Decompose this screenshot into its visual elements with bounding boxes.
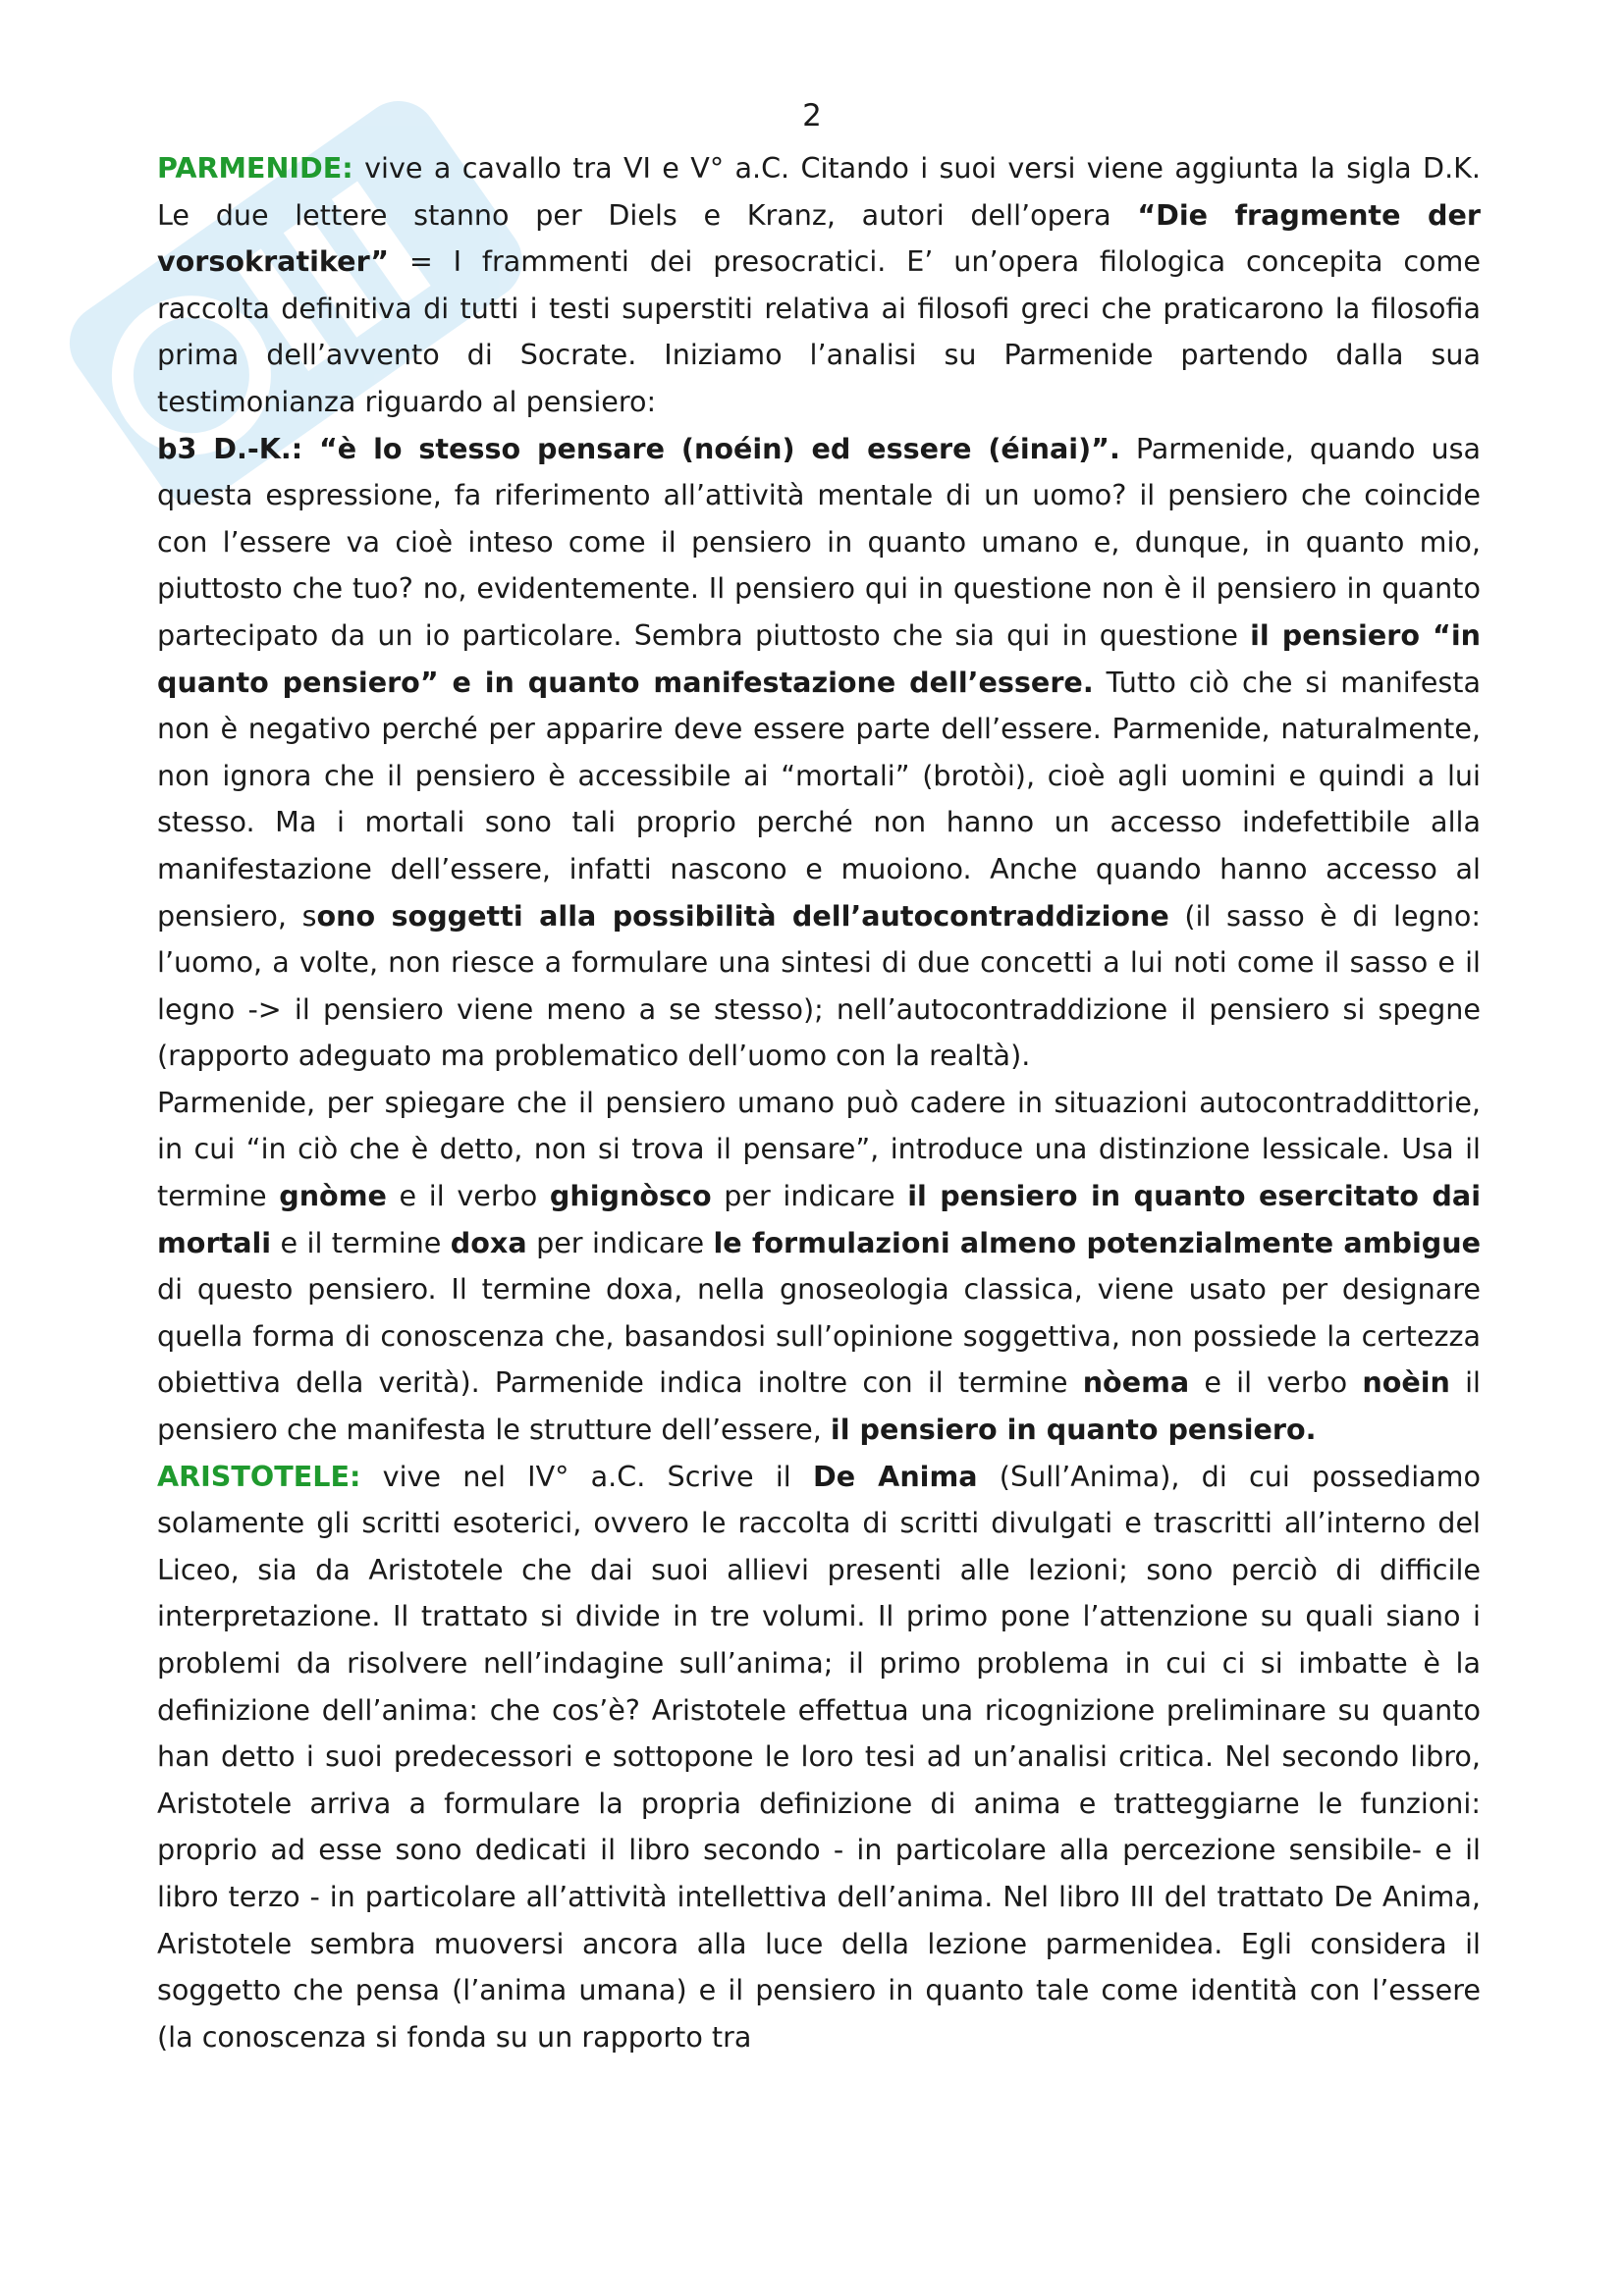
bold-text: De Anima xyxy=(812,1459,978,1493)
text: (Sull’Anima), di cui possediamo solamente gli scritti esoterici, ovvero le raccolta di scritti divulgati e trascritti all’interno del Liceo, sia da Aristotele che dai suoi allievi presenti alle lezioni; sono perciò di difficile interpretazione. Il trattato si divide in tre volumi. Il primo pone l’attenzione su quali siano i problemi da risolvere nell’indagine sull’anima; il primo problema in cui ci si imbatte è la definizione dell’anima: che cos’è? Aristotele effettua una ricognizione preliminare su quanto han detto i suoi predecessori e sottopone le loro tesi ad un’analisi critica. Nel secondo libro, Aristotele arriva a formulare la propria definizione di anima e tratteggiarne le funzioni: proprio ad esse sono dedicati il libro secondo - in particolare alla percezione sensibile- e il libro terzo - in particolare all’attività intellettiva dell’anima. Nel libro III del trattato De Anima, Aristotele sembra muoversi ancora alla luce della lezione parmenidea. Egli considera il soggetto che pensa (l’anima umana) e il pensiero in quanto tale come identità con l’essere (la conoscenza si fonda su un rapporto tra xyxy=(157,1459,1482,2054)
bold-text: “Die fragmente der vorsokratiker” xyxy=(157,197,1481,279)
text: Parmenide, per spiegare che il pensiero umano può cadere in situazioni autocontraddittorie, in cui “in ciò che è detto, non si trova il pensare”, introduce una distinzione lessicale. Usa il termine xyxy=(157,1085,1481,1213)
text: il pensiero che manifesta le strutture dell’essere, xyxy=(157,1365,1481,1447)
heading-parmenide: PARMENIDE: xyxy=(157,151,353,185)
text: per indicare xyxy=(526,1225,714,1259)
bold-text: b3 D.-K.: “è lo stesso pensare (noéin) ed essere (éinai)”. xyxy=(157,431,1120,465)
paragraph-b3 xyxy=(157,426,1481,1080)
text: Parmenide, quando usa questa espressione, fa riferimento all’attività mentale di un uomo? il pensiero che coincide con l’essere va cioè inteso come il pensiero in quanto umano e, dunque, in quanto mio, piuttosto che tuo? no, evidentemente. Il pensiero qui in questione non è il pensiero in quanto partecipato da un io particolare. Sembra piuttosto che sia qui in questione xyxy=(157,431,1481,652)
bold-text: il pensiero in quanto pensiero. xyxy=(830,1413,1317,1447)
page-number: 2 xyxy=(802,98,822,133)
text: e il verbo xyxy=(386,1179,550,1213)
document-body xyxy=(157,145,1481,2060)
bold-text: nòema xyxy=(1082,1365,1190,1400)
text: e il verbo xyxy=(1189,1365,1363,1400)
text: e il termine xyxy=(271,1225,451,1259)
paragraph-distinzione xyxy=(157,1080,1481,1454)
bold-text: ono soggetti alla possibilità dell’autocontraddizione xyxy=(316,898,1169,933)
text: vive nel IV° a.C. Scrive il xyxy=(360,1459,813,1493)
text: vive a cavallo tra VI e V° a.C. Citando i suoi versi viene aggiunta la sigla D.K. Le due lettere stanno per Diels e Kranz, autori dell’opera xyxy=(157,151,1481,232)
bold-text: noèin xyxy=(1362,1365,1450,1400)
text: per indicare xyxy=(711,1179,908,1213)
bold-text: ghignòsco xyxy=(549,1179,712,1213)
text: di questo pensiero. Il termine doxa, nella gnoseologia classica, viene usato per designare quella forma di conoscenza che, basandosi sull’opinione soggettiva, non possiede la certezza obiettiva della verità). Parmenide indica inoltre con il termine xyxy=(157,1272,1481,1400)
text: (il sasso è di legno: l’uomo, a volte, non riesce a formulare una sintesi di due concetti a lui noti come il sasso e il legno -> il pensiero viene meno a se stesso); nell’autocontraddizione il pensiero si spegne (rapporto adeguato ma problematico dell’uomo con la realtà). xyxy=(157,898,1481,1073)
text: = I frammenti dei presocratici. E’ un’opera filologica concepita come raccolta definitiva di tutti i testi superstiti relativa ai filosofi greci che praticarono la filosofia prima dell’avvento di Socrate. Iniziamo l’analisi su Parmenide partendo dalla sua testimonianza riguardo al pensiero: xyxy=(157,244,1481,418)
text: Tutto ciò che si manifesta non è negativo perché per apparire deve essere parte dell’essere. Parmenide, naturalmente, non ignora che il pensiero è accessibile ai “mortali” (brotòi), cioè agli uomini e quindi a lui stesso. Ma i mortali sono tali proprio perché non hanno un accesso indefettibile alla manifestazione dell’essere, infatti nascono e muoiono. Anche quando hanno accesso al pensiero, s xyxy=(157,665,1482,933)
paragraph-parmenide xyxy=(157,145,1481,426)
bold-text: doxa xyxy=(450,1225,527,1259)
bold-text: gnòme xyxy=(279,1179,387,1213)
heading-aristotele: ARISTOTELE: xyxy=(157,1459,361,1493)
paragraph-aristotele xyxy=(157,1454,1481,2061)
bold-text: il pensiero “in quanto pensiero” e in quanto manifestazione dell’essere. xyxy=(157,617,1481,699)
bold-text: il pensiero in quanto esercitato dai mortali xyxy=(157,1179,1481,1259)
bold-text: le formulazioni almeno potenzialmente ambigue xyxy=(713,1225,1481,1259)
